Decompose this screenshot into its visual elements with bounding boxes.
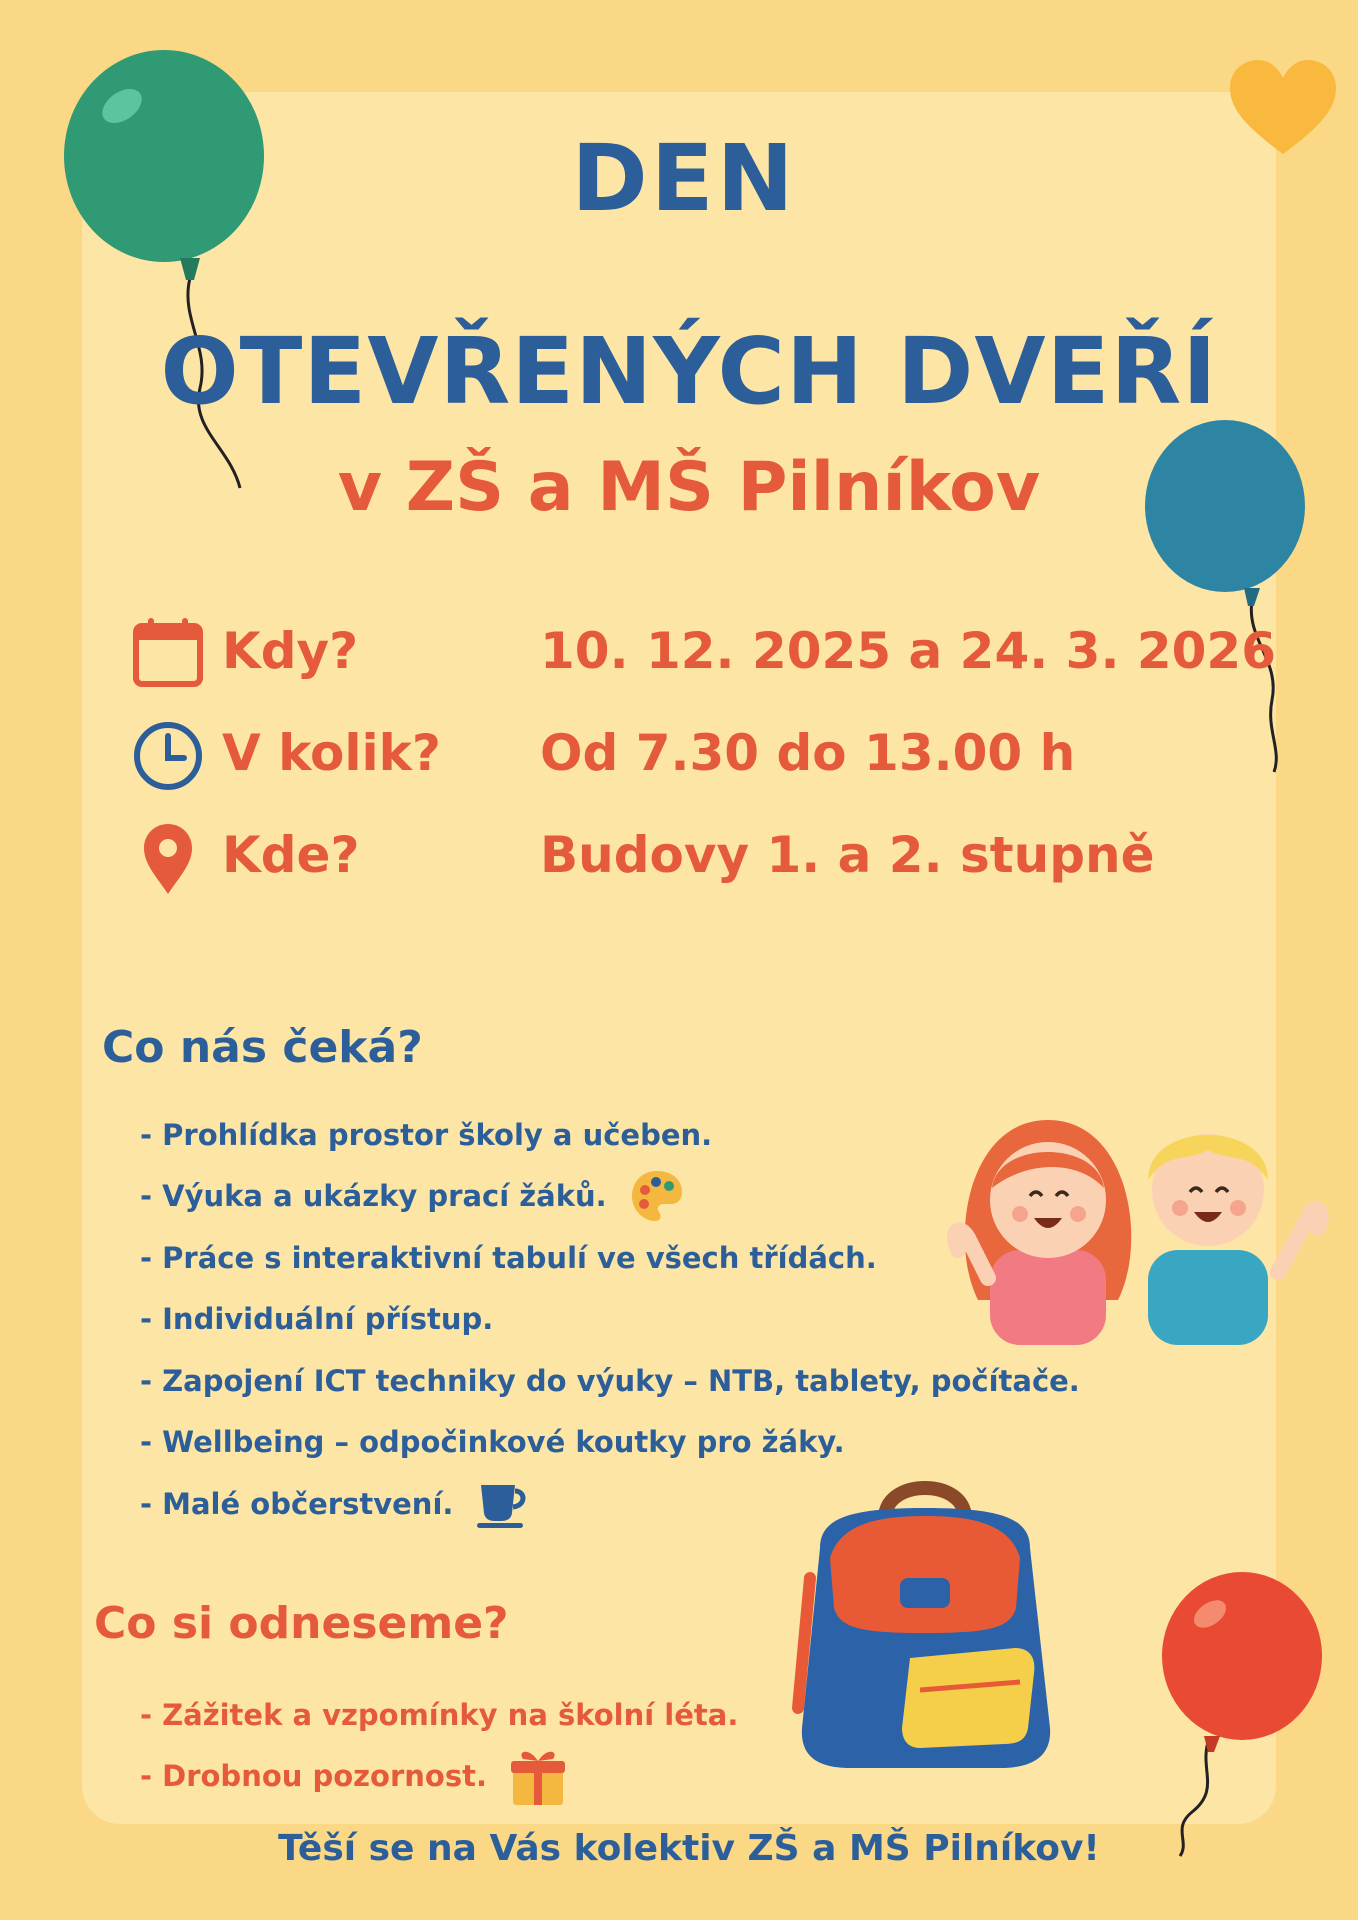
info-value-place: Budovy 1. a 2. stupně: [540, 826, 1155, 884]
list-item: - Výuka a ukázky prací žáků.: [140, 1166, 1080, 1228]
green-balloon-icon: [60, 48, 280, 498]
children-illustration: [938, 1100, 1338, 1345]
list-item: - Zážitek a vzpomínky na školní léta.: [140, 1697, 739, 1732]
calendar-icon: [130, 616, 206, 692]
location-pin-icon: [130, 820, 206, 896]
info-row-place: [130, 820, 1250, 890]
list-item: - Prohlídka prostor školy a učeben.: [140, 1117, 713, 1152]
title-line-2: OTEVŘENÝCH DVEŘÍ: [160, 318, 1218, 425]
list-item: - Malé občerstvení.: [140, 1473, 1080, 1535]
palette-icon: [629, 1168, 685, 1224]
title-line-1: DEN: [571, 125, 797, 232]
cup-icon: [475, 1479, 533, 1529]
info-label-place: Kde?: [222, 826, 360, 884]
takeaway-heading: Co si odneseme?: [94, 1598, 509, 1649]
info-label-when: Kdy?: [222, 622, 359, 680]
info-value-when: 10. 12. 2025 a 24. 3. 2026: [540, 622, 1277, 680]
list-item: - Drobnou pozornost.: [140, 1746, 738, 1808]
red-balloon-icon: [1150, 1570, 1330, 1860]
list-item: - Zapojení ICT techniky do výuky – NTB, tablety, počítače.: [140, 1363, 1080, 1398]
gift-icon: [509, 1745, 567, 1807]
info-value-time: Od 7.30 do 13.00 h: [540, 724, 1076, 782]
takeaway-list: [140, 1684, 738, 1807]
info-label-time: V kolik?: [222, 724, 441, 782]
list-item: - Wellbeing – odpočinkové koutky pro žáky.: [140, 1425, 845, 1460]
info-row-time: [130, 718, 1250, 788]
list-item: - Individuální přístup.: [140, 1302, 494, 1337]
clock-icon: [130, 718, 206, 794]
footer-text: Těší se na Vás kolektiv ZŠ a MŠ Pilníkov!: [278, 1828, 1100, 1869]
backpack-illustration: [790, 1468, 1060, 1780]
subtitle: v ZŠ a MŠ Pilníkov: [337, 448, 1041, 527]
info-row-when: [130, 616, 1277, 686]
list-item: - Práce s interaktivní tabulí ve všech třídách.: [140, 1240, 877, 1275]
expect-heading: Co nás čeká?: [102, 1022, 423, 1073]
